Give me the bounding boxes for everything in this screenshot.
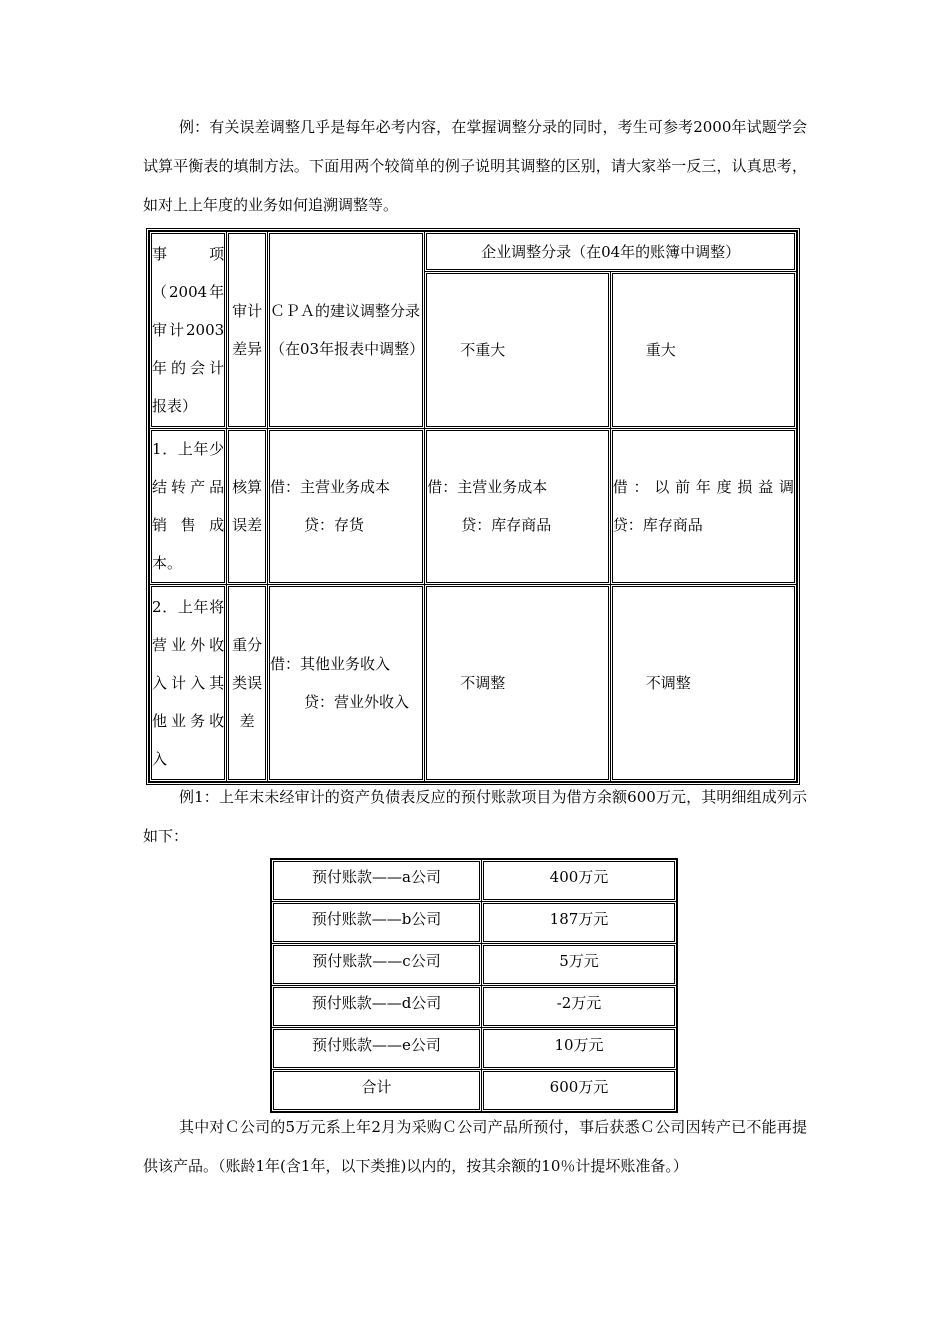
row2-major-entry: 不调整	[610, 585, 797, 782]
table-row	[271, 986, 677, 1028]
header-item: 事 项（2004年审计2003年的会计报表）	[149, 231, 227, 428]
row2-cpa-credit: 贷：营业外收入	[303, 693, 409, 712]
row1-major-credit: 贷：库存商品	[612, 516, 703, 535]
row1-minor-entry	[425, 428, 611, 585]
table-row	[271, 859, 677, 902]
total-amount: 600万元	[482, 1070, 678, 1113]
prepay-name: 预付账款——c公司	[271, 944, 482, 986]
prepay-amount: -2万元	[482, 986, 678, 1028]
row1-cpa-credit: 贷：存货	[303, 516, 364, 535]
prepay-name: 预付账款——d公司	[271, 986, 482, 1028]
header-cpa-entry: ＣＰＡ的建议调整分录（在03年报表中调整）	[267, 231, 424, 428]
row2-cpa-entry	[267, 585, 424, 782]
row2-minor-entry: 不调整	[425, 585, 611, 782]
intro-paragraph: 例：有关误差调整几乎是每年必考内容，在掌握调整分录的同时，考生可参考2000年试题学会试算平衡表的填制方法。下面用两个较简单的例子说明其调整的区别，请大家举一反三，认真思考，如对上上年度的业务如何追溯调整等。	[143, 118, 807, 214]
prepay-name: 预付账款——e公司	[271, 1028, 482, 1070]
header-company-entry: 企业调整分录（在04年的账簿中调整）	[425, 231, 797, 272]
header-material: 重大	[610, 272, 797, 429]
table-total-row	[271, 1070, 677, 1113]
header-not-material: 不重大	[425, 272, 611, 429]
prepay-amount: 10万元	[482, 1028, 678, 1070]
total-label: 合计	[271, 1070, 482, 1113]
prepay-name: 预付账款——a公司	[271, 859, 482, 902]
row1-cpa-entry	[267, 428, 424, 585]
row1-major-debit: 借：以前年度损益调	[612, 478, 794, 497]
row2-item: 2．上年将营业外收入计入其他业务收入	[149, 585, 227, 782]
prepayment-table	[270, 858, 678, 1113]
adjustment-table	[148, 230, 798, 783]
row1-minor-debit: 借：主营业务成本	[427, 478, 548, 497]
prepay-name: 预付账款——b公司	[271, 902, 482, 944]
prepay-amount: 5万元	[482, 944, 678, 986]
row1-minor-credit: 贷：库存商品	[461, 516, 552, 535]
prepay-amount: 187万元	[482, 902, 678, 944]
header-audit-diff: 审计差异	[227, 231, 268, 428]
prepay-amount: 400万元	[482, 859, 678, 902]
row1-cpa-debit: 借：主营业务成本	[269, 478, 390, 497]
table-row	[271, 902, 677, 944]
closing-paragraph: 其中对Ｃ公司的5万元系上年2月为采购Ｃ公司产品所预付，事后获悉Ｃ公司因转产已不能再提供该产品。（账龄1年(含1年，以下类推)以内的，按其余额的10％计提坏账准备。）	[143, 1118, 807, 1175]
example1-paragraph: 例1：上年末未经审计的资产负债表反应的预付账款项目为借方余额600万元，其明细组成列示如下：	[143, 788, 807, 845]
table-row	[149, 428, 797, 585]
row1-diff: 核算误差	[227, 428, 268, 585]
table-row	[271, 1028, 677, 1070]
table-row	[271, 944, 677, 986]
row2-cpa-debit: 借：其他业务收入	[269, 655, 390, 674]
table-row	[149, 585, 797, 782]
row2-diff: 重分类误差	[227, 585, 268, 782]
row1-major-entry	[610, 428, 797, 585]
row1-item: 1．上年少结转产品销售成本。	[149, 428, 227, 585]
